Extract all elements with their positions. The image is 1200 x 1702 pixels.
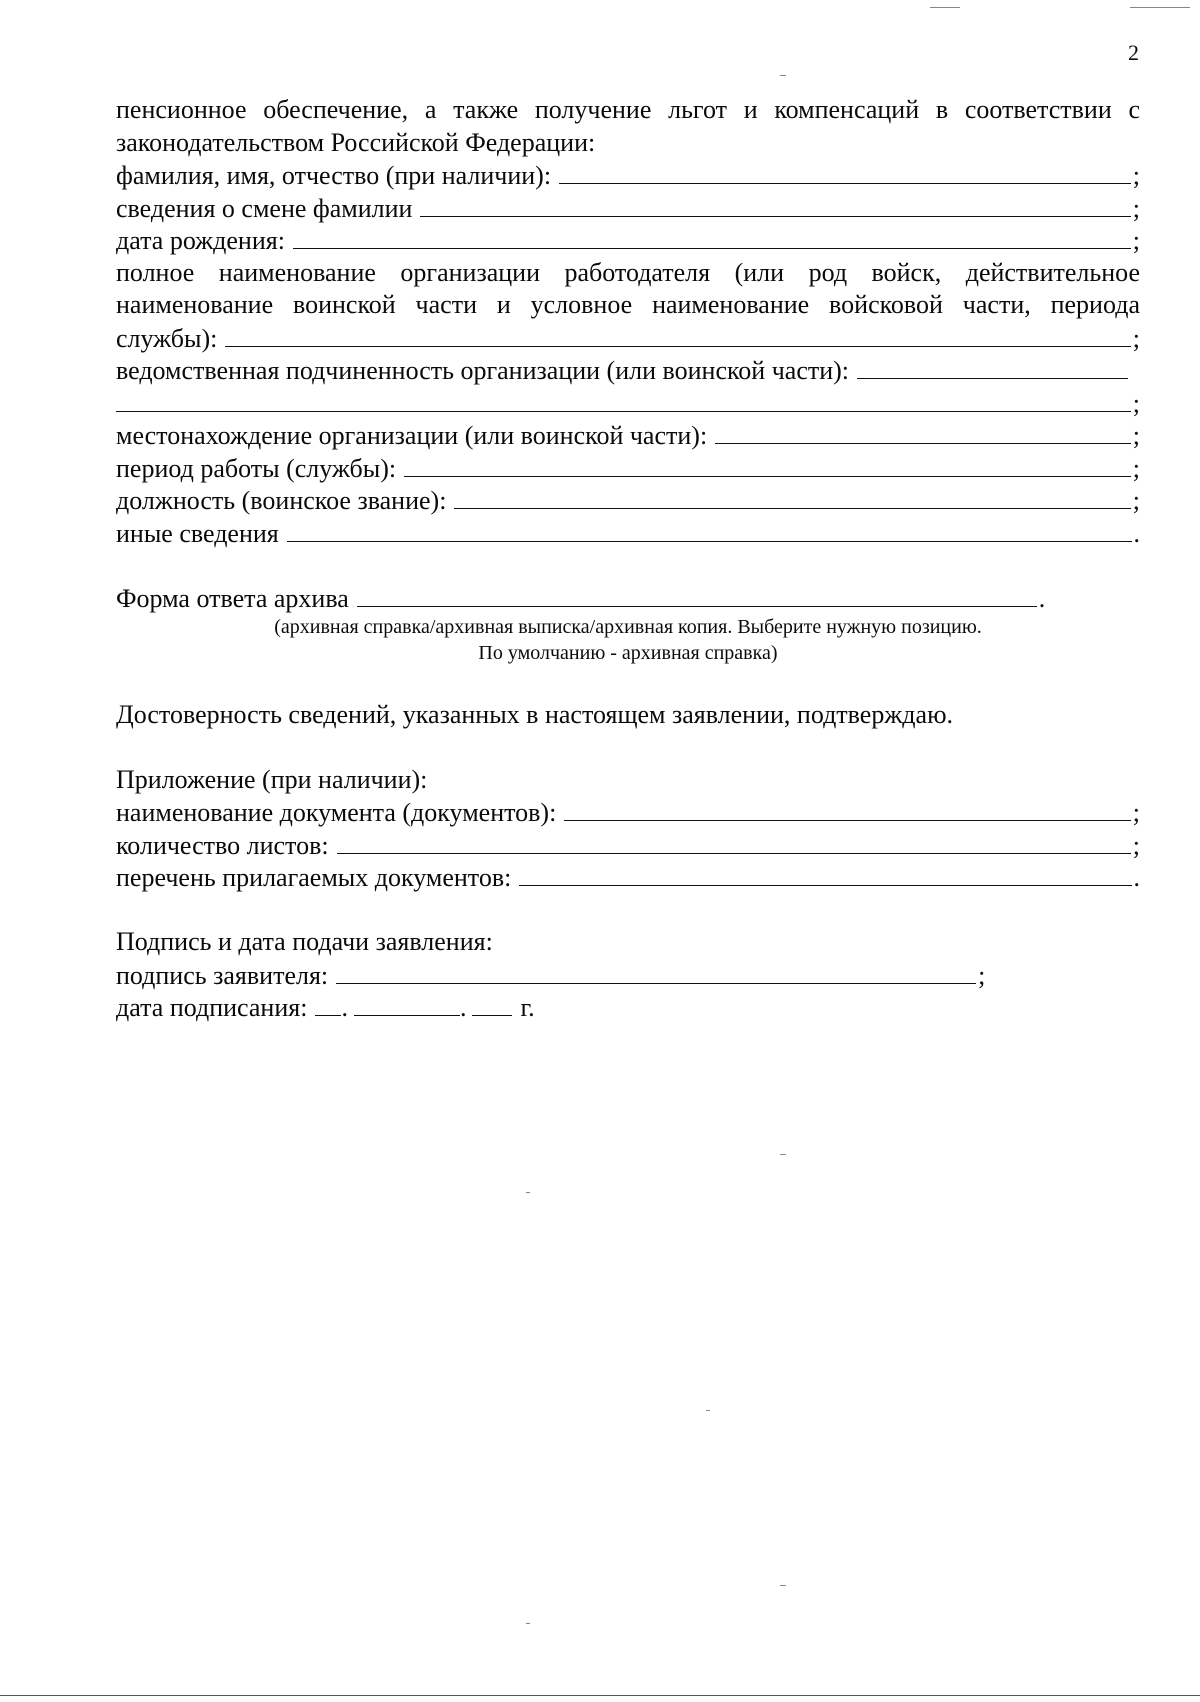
other-label: иные сведения xyxy=(116,518,279,548)
signature-title: Подпись и дата подачи заявления: xyxy=(116,927,493,956)
semicolon: ; xyxy=(1132,486,1140,515)
name-change-field[interactable] xyxy=(420,192,1130,217)
org-line-2: наименование воинской части и условное наименование войсковой части, периода xyxy=(116,290,1140,319)
response-form-note-2: По умолчанию - архивная справка) xyxy=(478,642,778,664)
response-form-field[interactable] xyxy=(357,582,1037,607)
semicolon: ; xyxy=(1132,453,1140,483)
sign-date-month-field[interactable] xyxy=(354,991,460,1016)
org-label: службы): xyxy=(116,323,218,353)
position-row xyxy=(116,484,1140,517)
period: . xyxy=(1038,583,1046,613)
subordination-row xyxy=(116,354,1140,387)
semicolon: ; xyxy=(1132,193,1140,223)
response-form-row xyxy=(116,582,1140,615)
org-line-1: полное наименование организации работодателя (или род войск, действительное xyxy=(116,257,1140,287)
subordination-field[interactable] xyxy=(857,354,1128,379)
name-change-label: сведения о смене фамилии xyxy=(116,193,413,223)
response-form-label: Форма ответа архива xyxy=(116,583,349,613)
sign-date-year-field[interactable] xyxy=(472,991,512,1016)
intro-line-2: законодательством Российской Федерации: xyxy=(116,127,596,157)
semicolon: ; xyxy=(1132,161,1140,190)
semicolon: ; xyxy=(1132,226,1140,255)
spacer xyxy=(116,894,1140,927)
date-separator: . xyxy=(459,993,467,1022)
position-label: должность (воинское звание): xyxy=(116,486,447,515)
scan-speck xyxy=(526,1192,530,1193)
doc-list-field[interactable] xyxy=(519,861,1131,886)
spacer xyxy=(116,731,1140,764)
spacer xyxy=(116,666,1140,699)
sign-date-day-field[interactable] xyxy=(315,991,341,1016)
scan-speck xyxy=(526,1623,530,1624)
fio-row xyxy=(116,159,1140,192)
scan-speck xyxy=(780,1154,786,1155)
confirmation-text: Достоверность сведений, указанных в настоящем заявлении, подтверждаю. xyxy=(116,699,953,729)
semicolon: ; xyxy=(1132,421,1140,450)
period: . xyxy=(1133,518,1140,548)
birth-date-field[interactable] xyxy=(293,224,1131,249)
intro-line-1: пенсионное обеспечение, а также получение льгот и компенсаций в соответствии с xyxy=(116,95,1140,124)
signature-label: подпись заявителя: xyxy=(116,960,329,990)
scan-speck xyxy=(706,1410,710,1411)
semicolon: ; xyxy=(978,960,986,990)
appendix-title: Приложение (при наличии): xyxy=(116,764,428,794)
year-suffix: г. xyxy=(520,993,535,1022)
sign-date-row xyxy=(116,991,1140,1024)
subordination-label: ведомственная подчиненность организации (или воинской части): xyxy=(116,356,850,385)
org-row xyxy=(116,322,1140,355)
org-field[interactable] xyxy=(225,322,1130,347)
subordination-field-continued[interactable] xyxy=(116,387,1131,412)
work-period-label: период работы (службы): xyxy=(116,453,397,483)
period: . xyxy=(1133,863,1140,892)
sheet-count-label: количество листов: xyxy=(116,830,329,860)
response-form-note-1: (архивная справка/архивная выписка/архивная копия. Выберите нужную позицию. xyxy=(274,616,982,638)
page-number: 2 xyxy=(1128,40,1139,65)
birth-date-row xyxy=(116,224,1140,257)
doc-list-row xyxy=(116,861,1140,894)
semicolon: ; xyxy=(1132,388,1140,418)
work-period-row xyxy=(116,452,1140,485)
semicolon: ; xyxy=(1132,323,1140,353)
doc-name-field[interactable] xyxy=(564,796,1130,821)
date-separator: . xyxy=(341,993,348,1022)
subordination-row-2 xyxy=(116,387,1140,420)
scan-speck xyxy=(780,75,786,76)
location-field[interactable] xyxy=(715,419,1131,444)
scan-edge-line xyxy=(0,1695,1200,1696)
location-label: местонахождение организации (или воинской части): xyxy=(116,421,708,450)
location-row xyxy=(116,419,1140,452)
fio-label: фамилия, имя, отчество (при наличии): xyxy=(116,161,552,190)
name-change-row xyxy=(116,192,1140,225)
doc-name-row xyxy=(116,796,1140,829)
doc-name-label: наименование документа (документов): xyxy=(116,798,557,827)
signature-field[interactable] xyxy=(336,959,976,984)
sheet-count-field[interactable] xyxy=(337,829,1131,854)
scan-speck xyxy=(780,1585,786,1586)
sign-date-label: дата подписания: xyxy=(116,993,308,1022)
spacer xyxy=(116,549,1140,582)
signature-row xyxy=(116,959,1140,992)
scan-speck xyxy=(930,7,960,8)
other-row xyxy=(116,517,1140,550)
semicolon: ; xyxy=(1132,798,1140,827)
semicolon: ; xyxy=(1132,830,1140,860)
other-field[interactable] xyxy=(287,517,1132,542)
position-field[interactable] xyxy=(454,484,1130,509)
scan-speck xyxy=(1130,7,1190,8)
birth-date-label: дата рождения: xyxy=(116,226,285,255)
fio-field[interactable] xyxy=(559,159,1131,184)
application-form xyxy=(116,94,1140,1024)
doc-list-label: перечень прилагаемых документов: xyxy=(116,863,512,892)
sheet-count-row xyxy=(116,829,1140,862)
work-period-field[interactable] xyxy=(404,452,1131,477)
